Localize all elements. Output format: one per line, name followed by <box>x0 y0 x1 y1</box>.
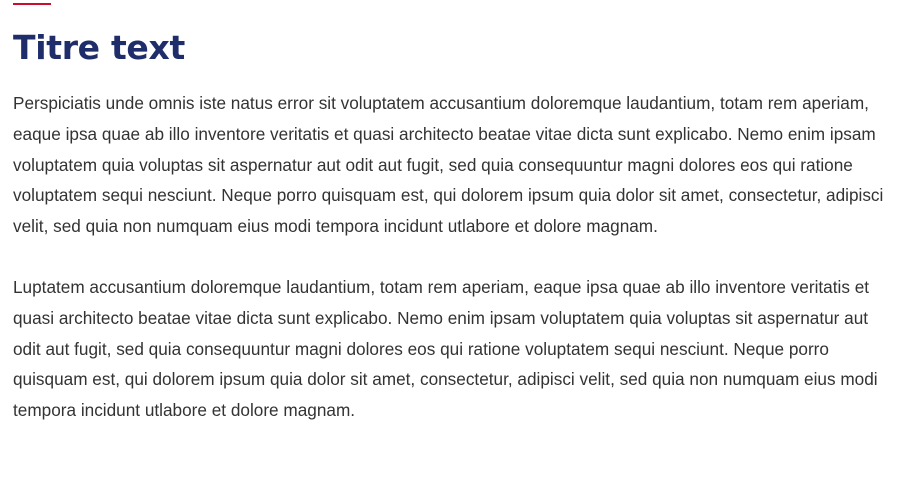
accent-rule <box>13 3 51 5</box>
article-title: Titre text <box>13 28 185 67</box>
article <box>13 0 898 426</box>
article-paragraph-1: Perspiciatis unde omnis iste natus error sit voluptatem accusantium doloremque laudantium, totam rem aperiam, eaque ipsa quae ab illo inventore veritatis et quasi architecto beatae vitae dicta sunt explicabo. Nemo enim ipsam voluptatem quia voluptas sit aspernatur aut odit aut fugit, sed quia consequuntur magni dolores eos qui ratione voluptatem sequi nesciunt. Neque porro quisquam est, qui dolorem ipsum quia dolor sit amet, consectetur, adipisci velit, sed quia non numquam eius modi tempora incidunt utlabore et dolore magnam. <box>13 93 884 237</box>
article-paragraph-2: Luptatem accusantium doloremque laudantium, totam rem aperiam, eaque ipsa quae ab illo inventore veritatis et quasi architecto beatae vitae dicta sunt explicabo. Nemo enim ipsam voluptatem quia voluptas sit aspernatur aut odit aut fugit, sed quia consequuntur magni dolores eos qui ratione voluptatem sequi nesciunt. Neque porro quisquam est, qui dolorem ipsum quia dolor sit amet, consectetur, adipisci velit, sed quia non numquam eius modi tempora incidunt utlabore et dolore magnam. <box>13 276 878 421</box>
